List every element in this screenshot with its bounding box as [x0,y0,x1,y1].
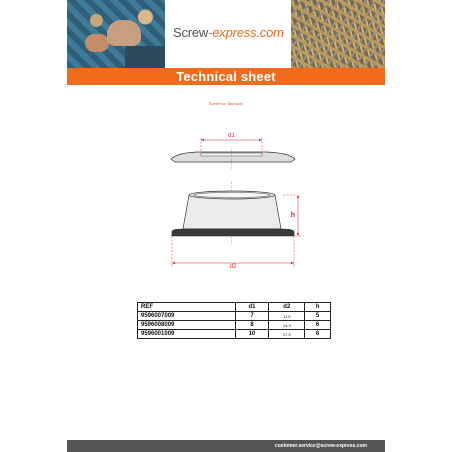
banner-title: Technical sheet [176,69,276,84]
logo-part2: -express.com [208,25,284,40]
cell-h: 6 [305,330,331,339]
col-h: h [305,303,331,312]
brand-logo[interactable] [173,25,284,40]
cell-d2: 11.5 [269,312,305,321]
cell-ref: 9596008009 [138,321,236,330]
cell-d1: 7 [235,312,269,321]
table-row [138,312,331,321]
eyelet-body-drawing [172,181,301,267]
logo-part1: Screw [173,25,209,40]
cell-d2: 14.3 [269,321,305,330]
technical-sheet [67,0,385,452]
cell-ref: 9596007009 [138,312,236,321]
shirt-shape [125,46,165,68]
hand-shape [85,34,109,52]
label-d1: d1 [228,133,235,139]
logo-area [165,0,291,68]
product-name: Eyelet for Tarpaulin [208,101,244,106]
col-d2: d2 [269,303,305,312]
eyelet-drawing [167,125,303,270]
cell-h: 5 [305,312,331,321]
spec-table [137,302,331,339]
hand-shape [107,20,141,46]
cell-d2: 17.5 [269,330,305,339]
label-d2: d2 [229,264,237,270]
screws-photo [291,0,385,68]
cell-ref: 9596001009 [138,330,236,339]
table-row [138,321,331,330]
tools-photo [67,0,165,68]
cell-h: 6 [305,321,331,330]
footer-email-link[interactable]: customer.service@screw-express.com [274,443,367,449]
cell-d1: 8 [235,321,269,330]
cell-d1: 10 [235,330,269,339]
label-h: h [290,212,295,219]
col-ref: REF [138,303,236,312]
header [67,0,385,68]
washer-drawing [171,138,295,169]
table-row [138,330,331,339]
col-d1: d1 [235,303,269,312]
table-header-row [138,303,331,312]
